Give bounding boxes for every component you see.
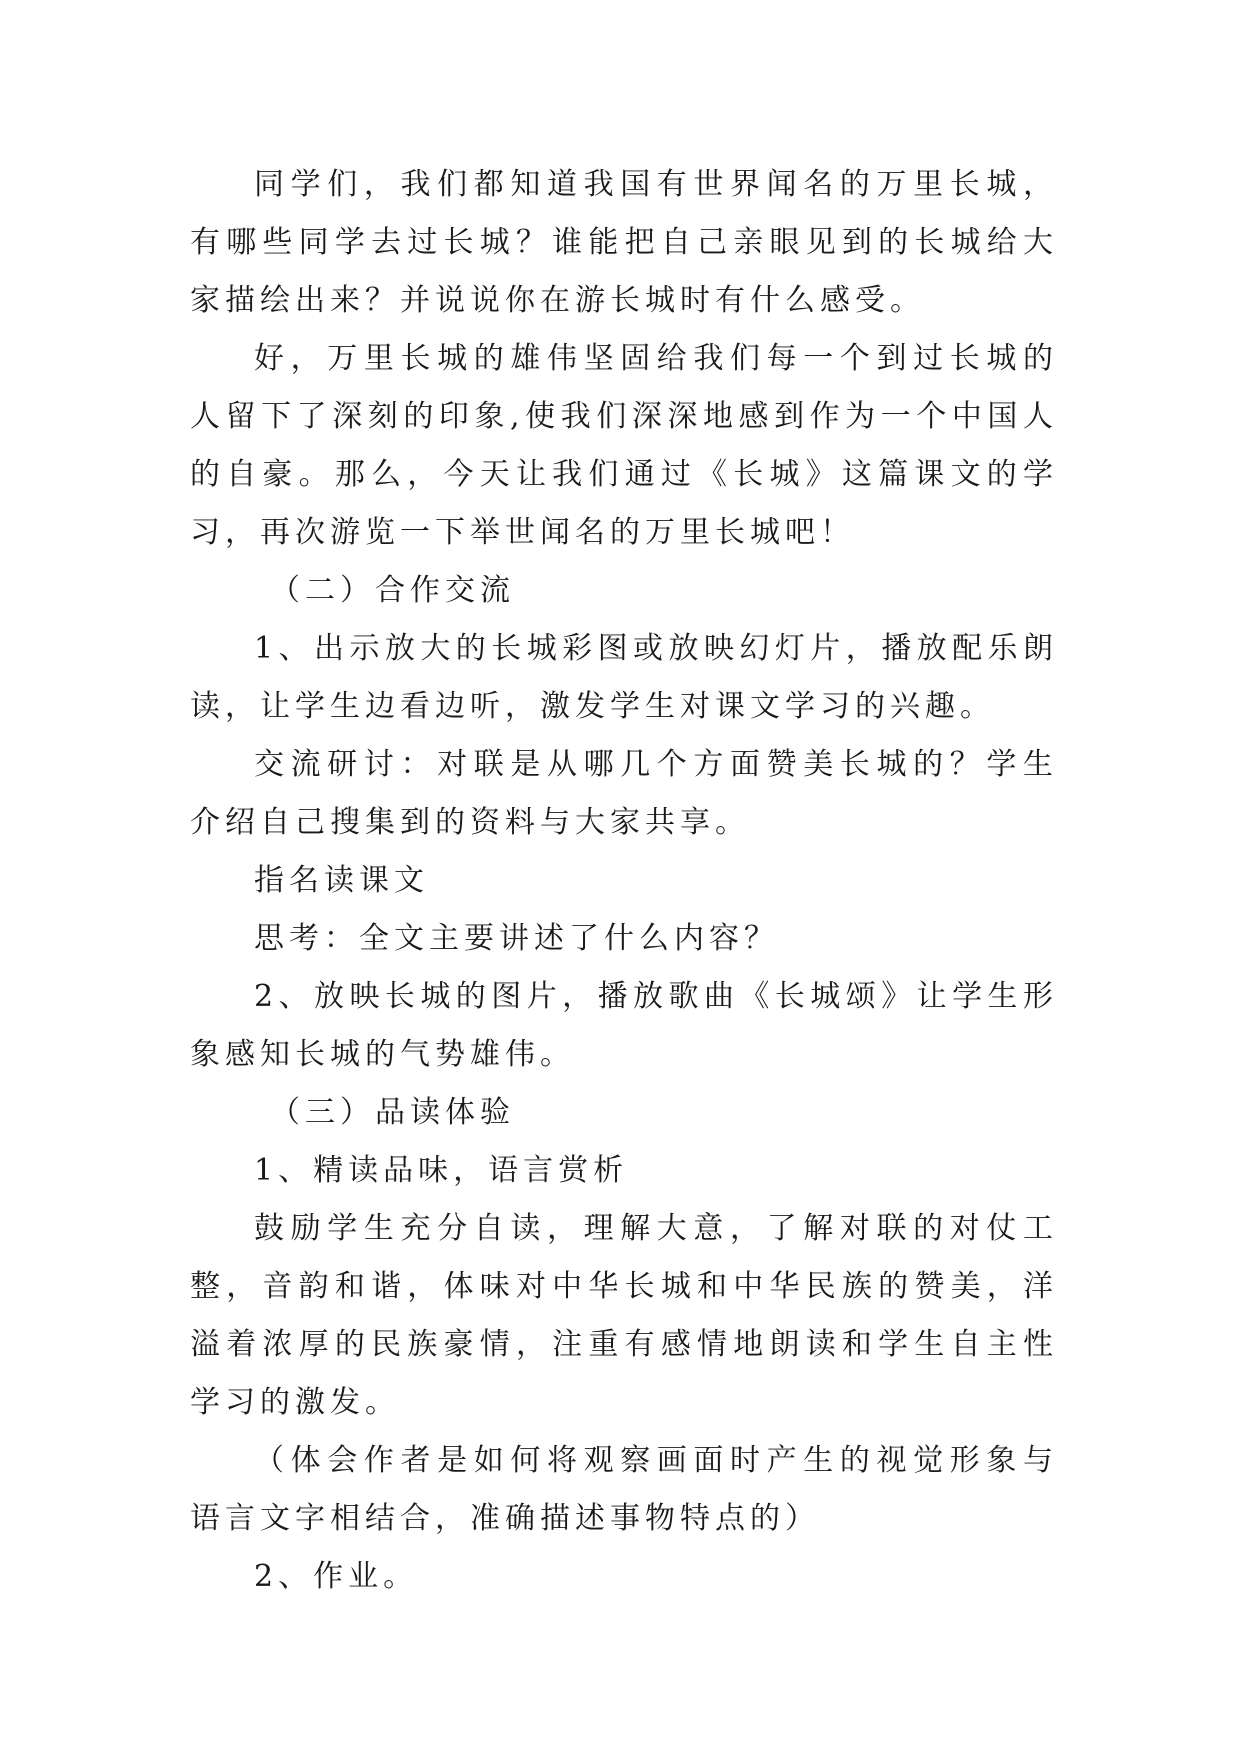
paragraph-note: （体会作者是如何将观察画面时产生的视觉形象与语言文字相结合，准确描述事物特点的） [190, 1443, 1058, 1536]
paragraph-think: 思考：全文主要讲述了什么内容？ [254, 921, 779, 956]
paragraph-discussion: 交流研讨：对联是从哪几个方面赞美长城的？学生介绍自己搜集到的资料与大家共享。 [190, 747, 1058, 840]
paragraph-intro-transition: 好，万里长城的雄伟坚固给我们每一个到过长城的人留下了深刻的印象,使我们深深地感到作为一个中国人的自豪。那么，今天让我们通过《长城》这篇课文的学习，再次游览一下举世闻名的万里长城吧！ [190, 341, 1058, 550]
document-body [190, 156, 1058, 1606]
paragraph-close-reading: 1、精读品味，语言赏析 [254, 1153, 629, 1188]
section-heading-reading: （三）品读体验 [270, 1095, 515, 1130]
paragraph-encourage: 鼓励学生充分自读，理解大意，了解对联的对仗工整，音韵和谐，体味对中华长城和中华民族的赞美，洋溢着浓厚的民族豪情，注重有感情地朗读和学生自主性学习的激发。 [190, 1211, 1058, 1420]
paragraph-intro-question: 同学们，我们都知道我国有世界闻名的万里长城，有哪些同学去过长城？谁能把自己亲眼见到的长城给大家描绘出来？并说说你在游长城时有什么感受。 [190, 167, 1058, 318]
paragraph-homework: 2、作业。 [254, 1559, 419, 1594]
paragraph-step-1: 1、出示放大的长城彩图或放映幻灯片，播放配乐朗读，让学生边看边听，激发学生对课文学习的兴趣。 [190, 631, 1058, 724]
paragraph-step-2: 2、放映长城的图片，播放歌曲《长城颂》让学生形象感知长城的气势雄伟。 [190, 979, 1058, 1072]
section-heading-cooperation: （二）合作交流 [270, 573, 515, 608]
paragraph-read-text: 指名读课文 [254, 863, 429, 898]
